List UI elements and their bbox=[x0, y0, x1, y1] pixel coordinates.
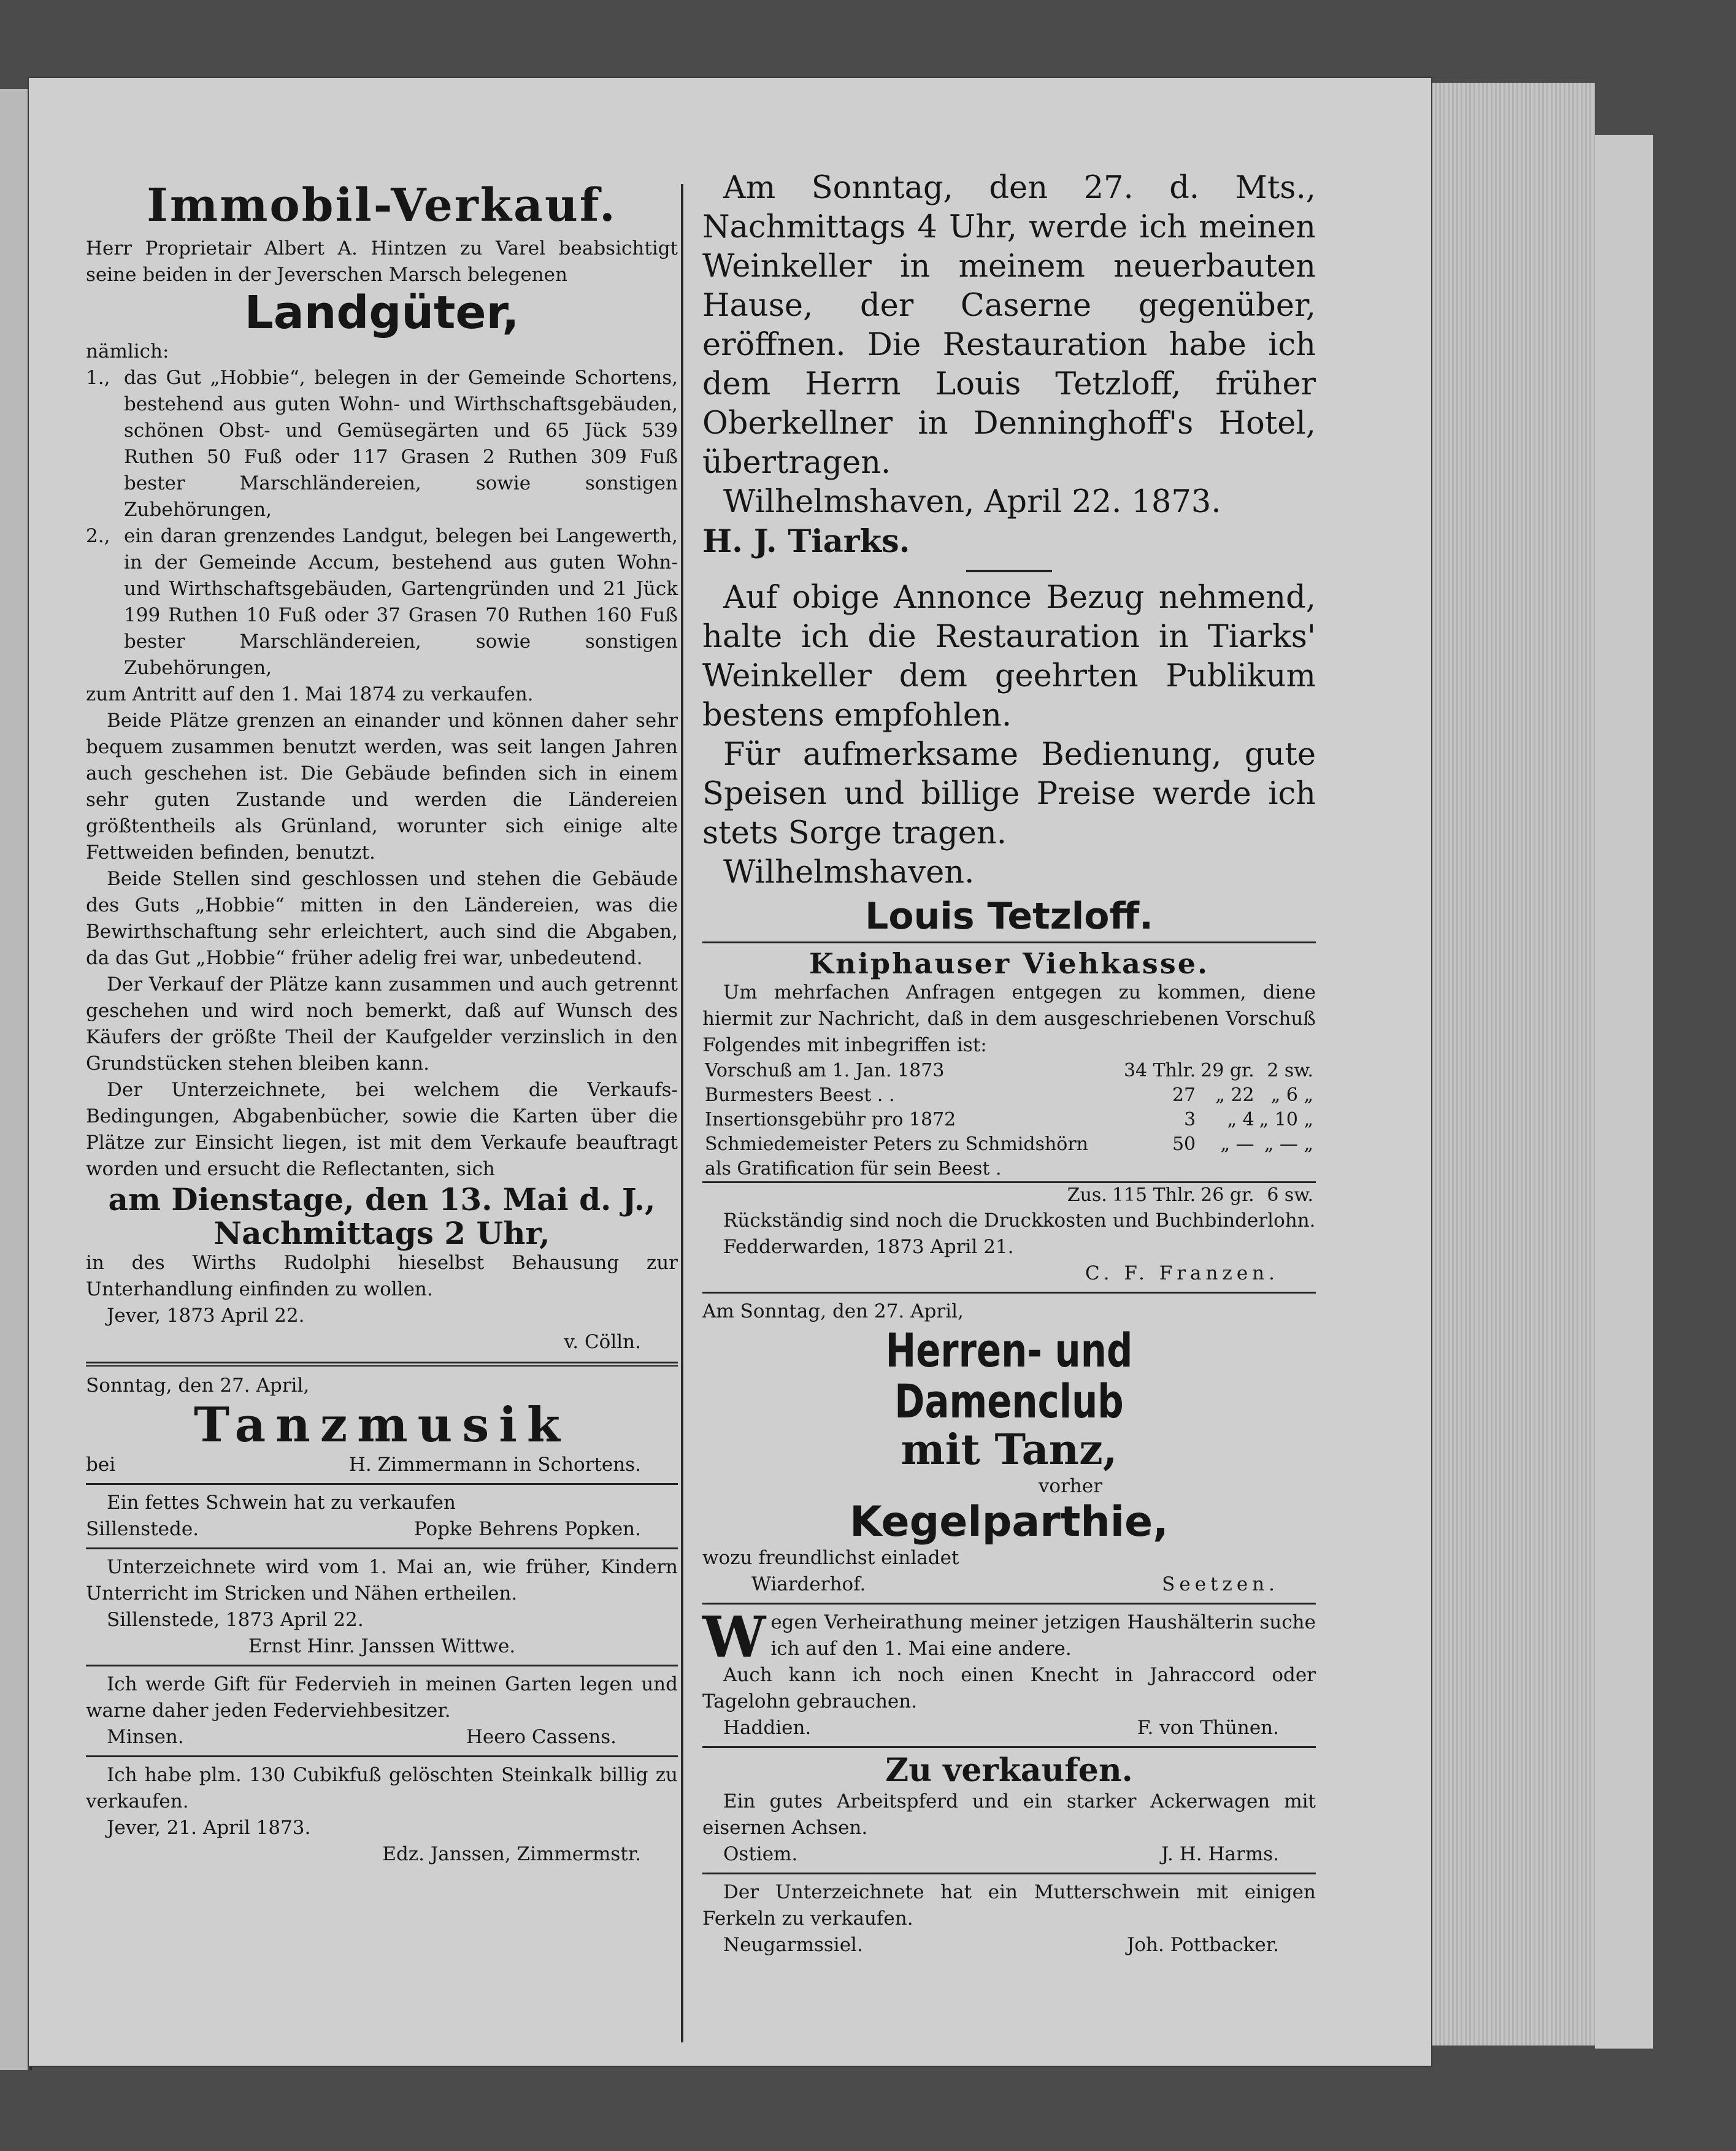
ad-separator bbox=[86, 1547, 678, 1549]
account-table bbox=[702, 1059, 1316, 1208]
ad-schwein bbox=[86, 1490, 678, 1543]
ad-text bbox=[702, 1604, 1316, 1671]
ad-text: Unterzeichnete wird vom 1. Mai an, wie früher, Kindern Unterricht im Stricken und Nähen ertheilen. bbox=[86, 1555, 678, 1605]
place: Neugarmssiel. bbox=[723, 1933, 863, 1956]
signature: Louis Tetzloff. bbox=[865, 895, 1153, 938]
place: Sillenstede. bbox=[86, 1517, 199, 1540]
list-text: das Gut „Hobbie“, belegen in der Gemeinde Schortens, bestehend aus guten Wohn- und Wirthschaftsgebäuden, schönen Obst- und Gemüsegärten und 65 Jück 539 Ruthen 50 Fuß oder 117 Grasen 2 Ruthen 309 Fuß bester Marschländereien, sowie sonstigen Zubehörungen, bbox=[124, 366, 678, 521]
row-gr: „ — bbox=[1220, 1133, 1254, 1155]
ad-text: Ich habe plm. 130 Cubikfuß gelöschten Steinkalk billig zu verkaufen. bbox=[86, 1763, 678, 1812]
ad-text: wozu freundlichst einladet bbox=[702, 1547, 959, 1570]
ad-separator bbox=[702, 1746, 1316, 1748]
ad-verkaufen bbox=[702, 1753, 1316, 1867]
paragraph: Beide Plätze grenzen an einander und können daher sehr bequem zusammen benutzt werden, was seit langen Jahren auch geschehen ist. Die Gebäude befinden sich in einem sehr guten Zustande und werden die Ländereien größtentheils als Grünland, worunter sich einige alte Fettweiden befinden, benutzt. bbox=[86, 709, 678, 864]
place: Minsen. bbox=[107, 1725, 184, 1748]
row-gr: „ 4 bbox=[1227, 1108, 1254, 1130]
row-sw: „ 10 „ bbox=[1259, 1108, 1313, 1130]
total-thlr: 115 Thlr. bbox=[1110, 1182, 1198, 1208]
ad-immobil-verkauf bbox=[86, 181, 678, 1355]
place: Haddien. bbox=[723, 1717, 812, 1739]
book-cover-rim bbox=[1595, 135, 1653, 2049]
ad-intro: Herr Proprietair Albert A. Hintzen zu Varel beabsichtigt seine beiden in der Jeverschen Marsch belegenen bbox=[86, 237, 678, 286]
signature-row bbox=[702, 1841, 1316, 1868]
row-sw: „ — „ bbox=[1264, 1133, 1313, 1155]
row-gr: „ 22 bbox=[1215, 1084, 1254, 1106]
host-row bbox=[86, 1452, 678, 1478]
ad-text: Ein gutes Arbeitspferd und ein starker Ackerwagen mit eisernen Achsen. bbox=[702, 1790, 1316, 1839]
ad-title: Tanzmusik bbox=[194, 1397, 570, 1453]
paragraph: Der Verkauf der Plätze kann zusammen und auch getrennt geschehen und wird noch bemerkt, daß auf Wunsch des Käufers der größte Theil der Kaufgelder verzinslich in den Grundstücken stehen bleiben kann. bbox=[86, 973, 678, 1075]
ad-text-body: egen Verheirathung meiner jetzigen Haushälterin suche ich auf den 1. Mai eine andere. bbox=[770, 1611, 1316, 1660]
table-row bbox=[702, 1059, 1316, 1083]
newspaper-page bbox=[28, 77, 1432, 2067]
ad-separator bbox=[702, 1873, 1316, 1874]
ad-title: Herren- und Damenclub bbox=[885, 1322, 1133, 1429]
row-thlr: 50 bbox=[1172, 1133, 1196, 1155]
ad-date: Am Sonntag, den 27. April, bbox=[702, 1300, 964, 1322]
signature: Seetzen. bbox=[1162, 1573, 1279, 1596]
table-row bbox=[702, 1108, 1316, 1132]
ad-text: Für aufmerksame Bedienung, gute Speisen und billige Preise werde ich stets Sorge tragen. bbox=[702, 737, 1316, 851]
label-vorher: vorher bbox=[1038, 1474, 1103, 1497]
row-label: Burmesters Beest . . bbox=[705, 1084, 895, 1106]
ad-separator bbox=[702, 1603, 1316, 1605]
list-number: 1., bbox=[86, 366, 110, 389]
signature: Popke Behrens Popken. bbox=[413, 1517, 641, 1540]
antritt-line: zum Antritt auf den 1. Mai 1874 zu verkaufen. bbox=[86, 683, 534, 705]
ad-gift bbox=[86, 1671, 678, 1750]
signature: C. F. Franzen. bbox=[1085, 1262, 1279, 1284]
ad-text: Um mehrfachen Anfragen entgegen zu kommen, diene hiermit zur Nachricht, daß in dem ausgeschriebenen Vorschuß Folgendes mit inbegriffen ist: bbox=[702, 981, 1316, 1056]
signature-row bbox=[702, 1715, 1316, 1741]
place: Wilhelmshaven. bbox=[723, 854, 975, 891]
row-label: Vorschuß am 1. Jan. 1873 bbox=[705, 1059, 945, 1081]
total-sw: 6 sw. bbox=[1257, 1182, 1316, 1208]
signature: v. Cölln. bbox=[564, 1330, 641, 1353]
binding-gutter bbox=[0, 89, 28, 2070]
list-text: ein daran grenzendes Landgut, belegen bei Langewerth, in der Gemeinde Accum, bestehend aus guten Wohn- und Wirthschaftsgebäuden, Gartengründen und 21 Jück 199 Ruthen 10 Fuß oder 37 Grasen 70 Ruthen 160 Fuß bester Marschländereien, sowie sonstigen Zubehörungen, bbox=[124, 524, 678, 679]
signature: Ernst Hinr. Janssen Wittwe. bbox=[248, 1635, 516, 1657]
row-thlr: 3 bbox=[1184, 1108, 1196, 1130]
ad-tanzmusik bbox=[86, 1373, 678, 1478]
ad-separator bbox=[86, 1755, 678, 1757]
list-item bbox=[86, 523, 678, 681]
date-line: am Dienstage, den 13. Mai d. J., bbox=[108, 1181, 656, 1217]
ad-viehkasse bbox=[702, 948, 1316, 1287]
row-label: Schmiedemeister Peters zu Schmidshörn als Gratification für sein Beest . bbox=[705, 1133, 1089, 1179]
row-thlr: 34 Thlr. bbox=[1123, 1059, 1196, 1081]
table-row bbox=[702, 1132, 1316, 1183]
host-name: H. Zimmermann in Schortens. bbox=[348, 1453, 641, 1476]
ad-text: Auch kann ich noch einen Knecht in Jahraccord oder Tagelohn gebrauchen. bbox=[702, 1664, 1316, 1713]
list-item bbox=[86, 365, 678, 523]
signature-row bbox=[702, 1571, 1316, 1598]
place-date: Jever, 21. April 1873. bbox=[107, 1816, 311, 1839]
place-date: Wilhelmshaven, April 22. 1873. bbox=[723, 484, 1221, 520]
row-thlr: 27 bbox=[1172, 1084, 1196, 1106]
ad-text: Ich werde Gift für Federvieh in meinen Garten legen und warne daher jeden Federviehbesitzer. bbox=[86, 1673, 678, 1722]
table-row bbox=[702, 1083, 1316, 1108]
ad-separator bbox=[86, 1362, 678, 1367]
ad-title: Zu verkaufen. bbox=[885, 1752, 1133, 1790]
ad-text: Ein fettes Schwein hat zu verkaufen bbox=[107, 1491, 456, 1514]
ad-text: Rückständig sind noch die Druckkosten und Buchbinderlohn. bbox=[723, 1209, 1316, 1232]
ad-title: Immobil-Verkauf. bbox=[147, 179, 617, 232]
place: Ostiem. bbox=[723, 1842, 798, 1865]
place-date: Fedderwarden, 1873 April 21. bbox=[723, 1235, 1014, 1258]
total-gr: 26 gr. bbox=[1198, 1182, 1257, 1208]
ad-separator bbox=[86, 1665, 678, 1666]
ad-date: Sonntag, den 27. April, bbox=[86, 1374, 310, 1397]
left-column bbox=[86, 181, 678, 1868]
drop-cap: W bbox=[702, 1604, 766, 1671]
time-line: Nachmittags 2 Uhr, bbox=[213, 1214, 550, 1251]
signature-row bbox=[702, 1932, 1316, 1958]
signature: H. J. Tiarks. bbox=[702, 523, 910, 560]
ad-title-line3: Kegelparthie, bbox=[850, 1497, 1169, 1546]
total-label: Zus. bbox=[702, 1182, 1110, 1208]
ad-unterricht bbox=[86, 1554, 678, 1660]
label-naemlich: nämlich: bbox=[86, 340, 169, 362]
ad-text: Der Unterzeichnete hat ein Mutterschwein mit einigen Ferkeln zu verkaufen. bbox=[702, 1881, 1316, 1930]
ad-title-line2: mit Tanz, bbox=[901, 1425, 1118, 1474]
ad-mutterschwein bbox=[702, 1879, 1316, 1958]
ad-tetzloff bbox=[702, 578, 1316, 937]
ad-subtitle: Landgüter, bbox=[244, 286, 520, 340]
ad-separator bbox=[702, 941, 1316, 943]
table-row-total bbox=[702, 1182, 1316, 1208]
right-column bbox=[702, 169, 1316, 1958]
signature: Edz. Janssen, Zimmermstr. bbox=[382, 1842, 641, 1865]
ad-title: Kniphauser Viehkasse. bbox=[809, 947, 1209, 980]
signature-row bbox=[86, 1516, 678, 1543]
signature: Joh. Pottbacker. bbox=[1126, 1933, 1279, 1956]
paragraph: in des Wirths Rudolphi hieselbst Behausung zur Unterhandlung einfinden zu wollen. bbox=[86, 1251, 678, 1300]
label-bei: bei bbox=[86, 1453, 116, 1476]
row-sw: „ 6 „ bbox=[1270, 1084, 1313, 1106]
row-gr: 29 gr. bbox=[1200, 1059, 1254, 1081]
column-divider bbox=[681, 184, 683, 2042]
ad-text: Am Sonntag, den 27. d. Mts., Nachmittags 4 Uhr, werde ich meinen Weinkeller in meinem neuerbauten Hause, der Caserne gegenüber, eröffnen. Die Restauration habe ich dem Herrn Louis Tetzloff, früher Oberkellner in Denninghoff's Hotel, übertragen. bbox=[702, 170, 1316, 481]
signature: F. von Thünen. bbox=[1137, 1717, 1279, 1739]
signature: Heero Cassens. bbox=[466, 1725, 616, 1748]
ad-kalk bbox=[86, 1762, 678, 1868]
ad-damenclub bbox=[702, 1298, 1316, 1598]
ad-separator bbox=[86, 1483, 678, 1485]
signature-row bbox=[86, 1724, 678, 1750]
ad-separator bbox=[702, 1292, 1316, 1294]
row-label: Insertionsgebühr pro 1872 bbox=[705, 1108, 956, 1130]
place-date: Jever, 1873 April 22. bbox=[107, 1304, 305, 1327]
paragraph: Der Unterzeichnete, bei welchem die Verkaufs-Bedingungen, Abgabenbücher, sowie die Karten über die Plätze zur Einsicht liegen, ist mit dem Verkaufe beauftragt worden und ersucht die Reflectanten, sich bbox=[86, 1078, 678, 1180]
signature: J. H. Harms. bbox=[1161, 1842, 1279, 1865]
book-page-edges bbox=[1432, 83, 1595, 2046]
ad-haushaelterin bbox=[702, 1604, 1316, 1741]
list-number: 2., bbox=[86, 524, 110, 547]
ad-weinkeller bbox=[702, 169, 1316, 561]
place: Wiarderhof. bbox=[751, 1573, 866, 1596]
row-sw: 2 sw. bbox=[1267, 1059, 1313, 1081]
ad-separator-short bbox=[966, 570, 1052, 572]
place-date: Sillenstede, 1873 April 22. bbox=[107, 1608, 364, 1631]
ad-text: Auf obige Annonce Bezug nehmend, halte ich die Restauration in Tiarks' Weinkeller dem geehrten Publikum bestens empfohlen. bbox=[702, 580, 1316, 734]
paragraph: Beide Stellen sind geschlossen und stehen die Gebäude des Guts „Hobbie“ mitten in den Ländereien, was die Bewirthschaftung sehr erleichtert, auch sind die Abgaben, da das Gut „Hobbie“ früher adelig frei war, unbedeutend. bbox=[86, 867, 678, 969]
